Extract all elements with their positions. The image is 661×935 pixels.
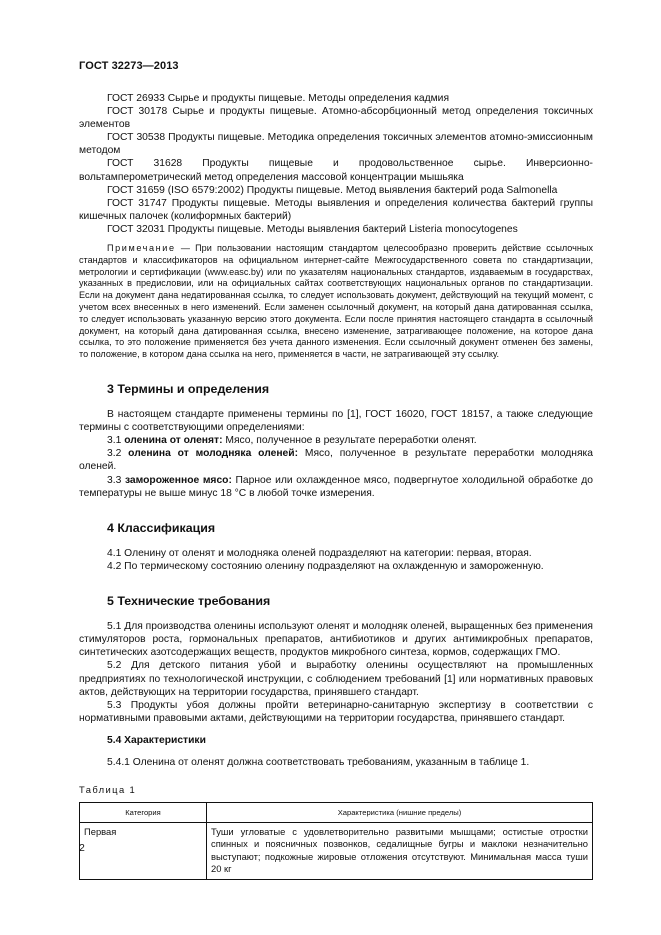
reference-item: ГОСТ 26933 Сырье и продукты пищевые. Методы определения кадмия	[107, 93, 450, 104]
table-cell-category: Первая	[80, 823, 207, 880]
reference-item: ГОСТ 31747 Продукты пищевые. Методы выявления и определения количества бактерий группы кишечных палочек (колиформных бактерий)	[79, 197, 593, 222]
subsection-5-4-title: 5.4 Характеристики	[107, 734, 206, 746]
clause-5-4-1: 5.4.1 Оленина от оленят должна соответствовать требованиям, указанным в таблице 1.	[107, 756, 530, 768]
document-header: ГОСТ 32273—2013	[79, 60, 179, 72]
normative-references-list	[79, 92, 593, 236]
reference-item: ГОСТ 31628 Продукты пищевые и продовольственное сырье. Инверсионно-вольтамперометрический метод определения массовой концентрации мышьяка	[79, 158, 593, 183]
term-3-3	[79, 474, 593, 500]
term-name: оленина от оленят:	[124, 435, 223, 447]
table-row	[80, 823, 593, 880]
reference-item: ГОСТ 30538 Продукты пищевые. Методика определения токсичных элементов атомно-эмиссионным методом	[79, 132, 593, 157]
reference-item: ГОСТ 31659 (ISO 6579:2002) Продукты пищевые. Метод выявления бактерий рода Salmonella	[107, 184, 558, 196]
clause-4-1: 4.1 Оленину от оленят и молодняка оленей подразделяют на категории: первая, вторая.	[107, 547, 532, 559]
clause-5-3: 5.3 Продукты убоя должны пройти ветеринарно-санитарную экспертизу в соответствии с нормативными правовыми актами, действующими на территории государства, принявшего стандарт.	[79, 699, 593, 724]
term-definition: Мясо, полученное в результате переработки оленят.	[222, 435, 477, 447]
characteristics-table	[79, 802, 593, 880]
reference-item: ГОСТ 32031 Продукты пищевые. Методы выявления бактерий Listeria monocytogenes	[107, 223, 518, 235]
note-text: — При пользовании настоящим стандартом целесообразно проверить действие ссылочных стандартов и классификаторов на официальном интернет-сайте Межгосударственного совета по стандартизации, метрологии и сертификации (www.easc.by) или по указателям национальных стандартов, издаваемым в государствах, указанных в предисловии, или на официальных сайтах соответствующих национальных органов по стандартизации. Если на документ дана недатированная ссылка, то следует использовать документ, действующий на текущий момент, с учетом всех внесенных в него изменений. Если заменен ссылочный документ, на который дана датированная ссылка, то следует использовать указанную версию этого документа. Если после принятия настоящего стандарта в ссылочный документ, на который дана датированная ссылка, внесено изменение, затрагивающее положение, на которое дана ссылка, то это положение применяется без учета данного изменения. Если ссылочный документ отменен без замены, то положение, в котором дана ссылка на него, применяется в части, не затрагивающей эту ссылку.	[79, 243, 593, 360]
column-header-category: Категория	[80, 803, 207, 823]
term-3-1	[79, 434, 593, 447]
term-number: 3.1	[107, 435, 125, 447]
term-name: замороженное мясо:	[124, 474, 232, 486]
clause-5-1: 5.1 Для производства оленины используют оленят и молодняк оленей, выращенных без применения стимуляторов роста, гормональных препаратов, антибиотиков и других антимикробных препаратов, синтетических азотсодержащих веществ, продуктов микробного синтеза, кормов, содержащих ГМО.	[79, 621, 593, 659]
column-header-characteristic: Характеристика (нишние пределы)	[207, 803, 593, 823]
page-number: 2	[79, 842, 85, 854]
section-3-title: 3 Термины и определения	[107, 382, 270, 396]
term-number: 3.3	[107, 474, 125, 486]
note-paragraph	[79, 243, 593, 361]
clause-5-2: 5.2 Для детского питания убой и выработку оленины осуществляют на промышленных предприятиях по технологической инструкции, с соблюдением требований [1] или нормативных правовых актов, действующих на территории государства, принявшего стандарт.	[79, 660, 593, 698]
reference-item: ГОСТ 30178 Сырье и продукты пищевые. Атомно-абсорбционный метод определения токсичных элементов	[79, 106, 593, 131]
term-name: оленина от молодняка оленей:	[128, 448, 299, 460]
term-3-2	[79, 447, 593, 473]
document-body	[79, 92, 593, 880]
term-number: 3.2	[107, 448, 129, 460]
table-header-row	[80, 803, 593, 823]
section-5-title: 5 Технические требования	[107, 594, 271, 609]
term-definition: Мясо, полученное в результате переработки молодняка оленей.	[79, 448, 593, 473]
section-3-intro: В настоящем стандарте применены термины по [1], ГОСТ 16020, ГОСТ 18157, а также следующие термины с соответствующими определениями:	[79, 409, 593, 434]
table-caption: Таблица 1	[79, 784, 137, 796]
section-4-title: 4 Классификация	[107, 520, 216, 535]
clause-4-2: 4.2 По термическому состоянию оленину подразделяют на охлажденную и замороженную.	[107, 560, 544, 572]
note-label: Примечание	[107, 243, 176, 254]
table-cell-characteristic: Туши угловатые с удовлетворительно развитыми мышцами; остистые отростки спинных и поясничных позвонков, седалищные бугры и маклоки незначительно выступают; подкожные жировые отложения отсутствуют. Минимальная масса туши 20 кг	[211, 826, 588, 874]
term-definition: Парное или охлажденное мясо, подвергнутое холодильной обработке до температуры не выше минус 18 °С в любой точке измерения.	[79, 474, 593, 499]
